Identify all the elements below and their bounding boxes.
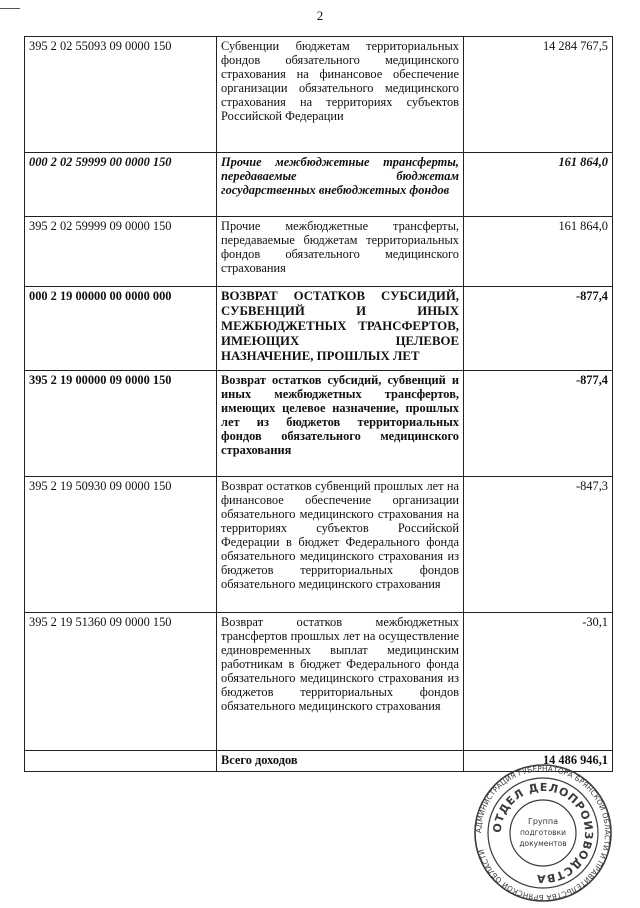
row-name: Прочие межбюджетные трансферты, передаваемые бюджетам государственных внебюджетных фондов xyxy=(217,153,464,217)
table-row xyxy=(25,217,613,287)
row-name: Субвенции бюджетам территориальных фондов обязательного медицинского страхования на финансовое обеспечение организации обязательного медицинского страхования на территориях субъектов Российской Федерации xyxy=(217,37,464,153)
row-code: 000 2 02 59999 00 0000 150 xyxy=(25,153,217,217)
seal-stamp-icon xyxy=(463,763,623,903)
seal-center-line-1: Группа xyxy=(527,817,559,826)
table-row xyxy=(25,287,613,371)
row-amount: -30,1 xyxy=(464,613,613,751)
department-seal xyxy=(463,763,623,903)
row-amount: 161 864,0 xyxy=(464,153,613,217)
row-amount: -877,4 xyxy=(464,287,613,371)
seal-center-line-2: подготовки xyxy=(520,828,566,837)
row-name: Возврат остатков межбюджетных трансфертов прошлых лет на осуществление единовременных выплат медицинским работникам в бюджет Федерального фонда обязательного медицинского страхования из бюджетов территориальных фондов обязательного медицинского страхования xyxy=(217,613,464,751)
row-name: Прочие межбюджетные трансферты, передаваемые бюджетам территориальных фондов обязательного медицинского страхования xyxy=(217,217,464,287)
row-code: 395 2 19 00000 09 0000 150 xyxy=(25,371,217,477)
row-code: 000 2 19 00000 00 0000 000 xyxy=(25,287,217,371)
table-row xyxy=(25,477,613,613)
page-number: 2 xyxy=(316,8,324,23)
table-row xyxy=(25,371,613,477)
row-name: Возврат остатков субсидий, субвенций и иных межбюджетных трансфертов, имеющих целевое назначение, прошлых лет из бюджетов территориальных фондов обязательного медицинского страхования xyxy=(217,371,464,477)
row-code: 395 2 02 59999 09 0000 150 xyxy=(25,217,217,287)
row-name: Возврат остатков субвенций прошлых лет на финансовое обеспечение организации обязательного медицинского страхования на территориях субъектов Российской Федерации в бюджет Федерального фонда обязательного медицинского страхования из бюджетов территориальных фондов обязательного медицинского страхования xyxy=(217,477,464,613)
row-code: 395 2 19 50930 09 0000 150 xyxy=(25,477,217,613)
row-amount: 14 284 767,5 xyxy=(464,37,613,153)
total-amount: 14 486 946,1 xyxy=(464,751,613,772)
row-code: 395 2 02 55093 09 0000 150 xyxy=(25,37,217,153)
row-name: ВОЗВРАТ ОСТАТКОВ СУБСИДИЙ, СУБВЕНЦИЙ И ИНЫХ МЕЖБЮДЖЕТНЫХ ТРАНСФЕРТОВ, ИМЕЮЩИХ ЦЕЛЕВОЕ НАЗНАЧЕНИЕ, ПРОШЛЫХ ЛЕТ xyxy=(217,287,464,371)
seal-ring-text: ОТДЕЛ ДЕЛОПРОИЗВОДСТВА xyxy=(490,780,596,886)
row-amount: -847,3 xyxy=(464,477,613,613)
table-row xyxy=(25,37,613,153)
row-amount: -877,4 xyxy=(464,371,613,477)
row-code: 395 2 19 51360 09 0000 150 xyxy=(25,613,217,751)
revenue-table xyxy=(24,36,613,772)
table-row xyxy=(25,613,613,751)
seal-center-line-3: документов xyxy=(519,839,567,848)
row-amount: 161 864,0 xyxy=(464,217,613,287)
table-row xyxy=(25,153,613,217)
total-label: Всего доходов xyxy=(217,751,464,772)
seal-outer-text: АДМИНИСТРАЦИЯ ГУБЕРНАТОРА БРЯНСКОЙ ОБЛАСТИ И ПРАВИТЕЛЬСТВА БРЯНСКОЙ ОБЛАСТИ xyxy=(473,763,613,903)
total-code-cell xyxy=(25,751,217,772)
